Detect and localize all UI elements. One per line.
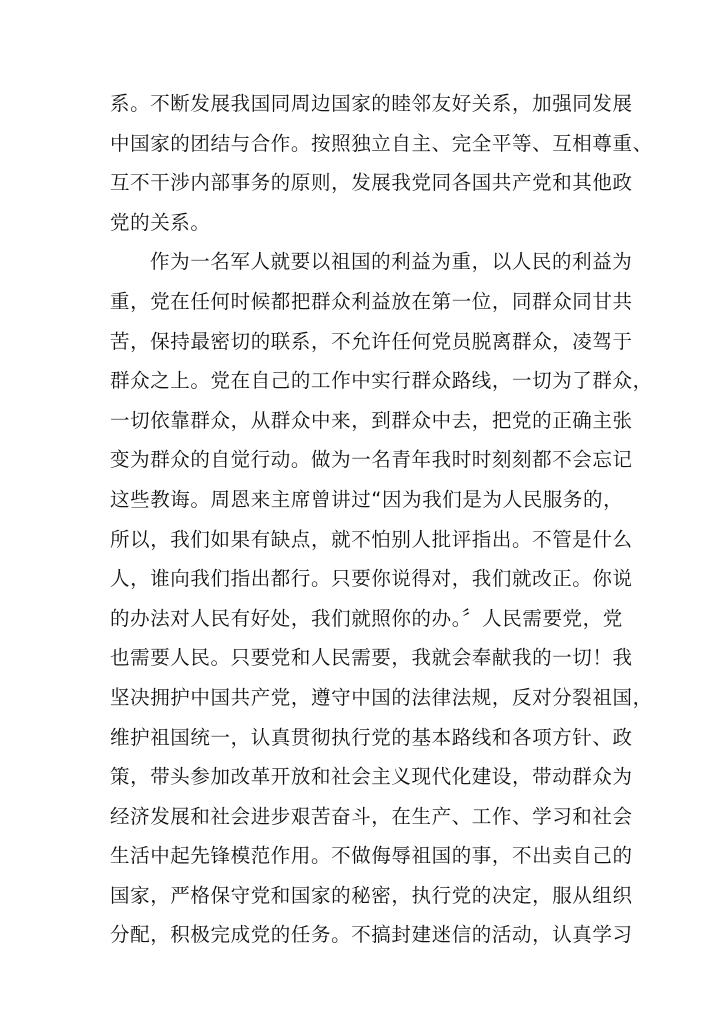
text-line: 生活中起先锋模范作用。不做侮辱祖国的事，不出卖自己的 xyxy=(110,844,633,868)
text-line: 所以，我们如果有缺点，就不怕别人批评指出。不管是什么 xyxy=(110,527,633,551)
text-line: 的办法对人民有好处，我们就照你的办。〞人民需要党，党 xyxy=(110,606,623,630)
text-line: 人，谁向我们指出都行。只要你说得对，我们就改正。你说 xyxy=(110,567,633,591)
text-line: 互不干涉内部事务的原则，发展我党同各国共产党和其他政 xyxy=(110,171,633,195)
text-line: 群众之上。党在自己的工作中实行群众路线，一切为了群众， xyxy=(110,369,653,393)
text-line: 变为群众的自觉行动。做为一名青年我时时刻刻都不会忘记 xyxy=(110,448,633,472)
text-line: 系。不断发展我国同周边国家的睦邻友好关系，加强同发展 xyxy=(110,92,633,115)
text-line: 策，带头参加改革开放和社会主义现代化建设，带动群众为 xyxy=(110,765,633,789)
text-line: 这些教诲。周恩来主席曾讲过“因为我们是为人民服务的， xyxy=(110,487,624,511)
text-line: 苦，保持最密切的联系，不允许任何党员脱离群众，凌驾于 xyxy=(110,329,633,353)
text-line: 作为一名军人就要以祖国的利益为重，以人民的利益为 xyxy=(150,250,633,274)
text-line: 经济发展和社会进步艰苦奋斗，在生产、工作、学习和社会 xyxy=(110,804,633,828)
text-line: 国家，严格保守党和国家的秘密，执行党的决定，服从组织 xyxy=(110,883,633,907)
text-line: 维护祖国统一，认真贯彻执行党的基本路线和各项方针、政 xyxy=(110,725,633,749)
text-line: 党的关系。 xyxy=(110,210,211,234)
text-line: 也需要人民。只要党和人民需要，我就会奉献我的一切！我 xyxy=(110,646,633,670)
text-line: 重，党在任何时候都把群众利益放在第一位，同群众同甘共 xyxy=(110,289,633,313)
text-line: 中国家的团结与合作。按照独立自主、完全平等、互相尊重、 xyxy=(110,131,653,155)
document-body xyxy=(110,84,653,955)
text-line: 坚决拥护中国共产党，遵守中国的法律法规，反对分裂祖国， xyxy=(110,685,653,709)
text-line: 分配，积极完成党的任务。不搞封建迷信的活动，认真学习 xyxy=(110,923,633,947)
text-line: 一切依靠群众，从群众中来，到群众中去，把党的正确主张 xyxy=(110,408,633,432)
